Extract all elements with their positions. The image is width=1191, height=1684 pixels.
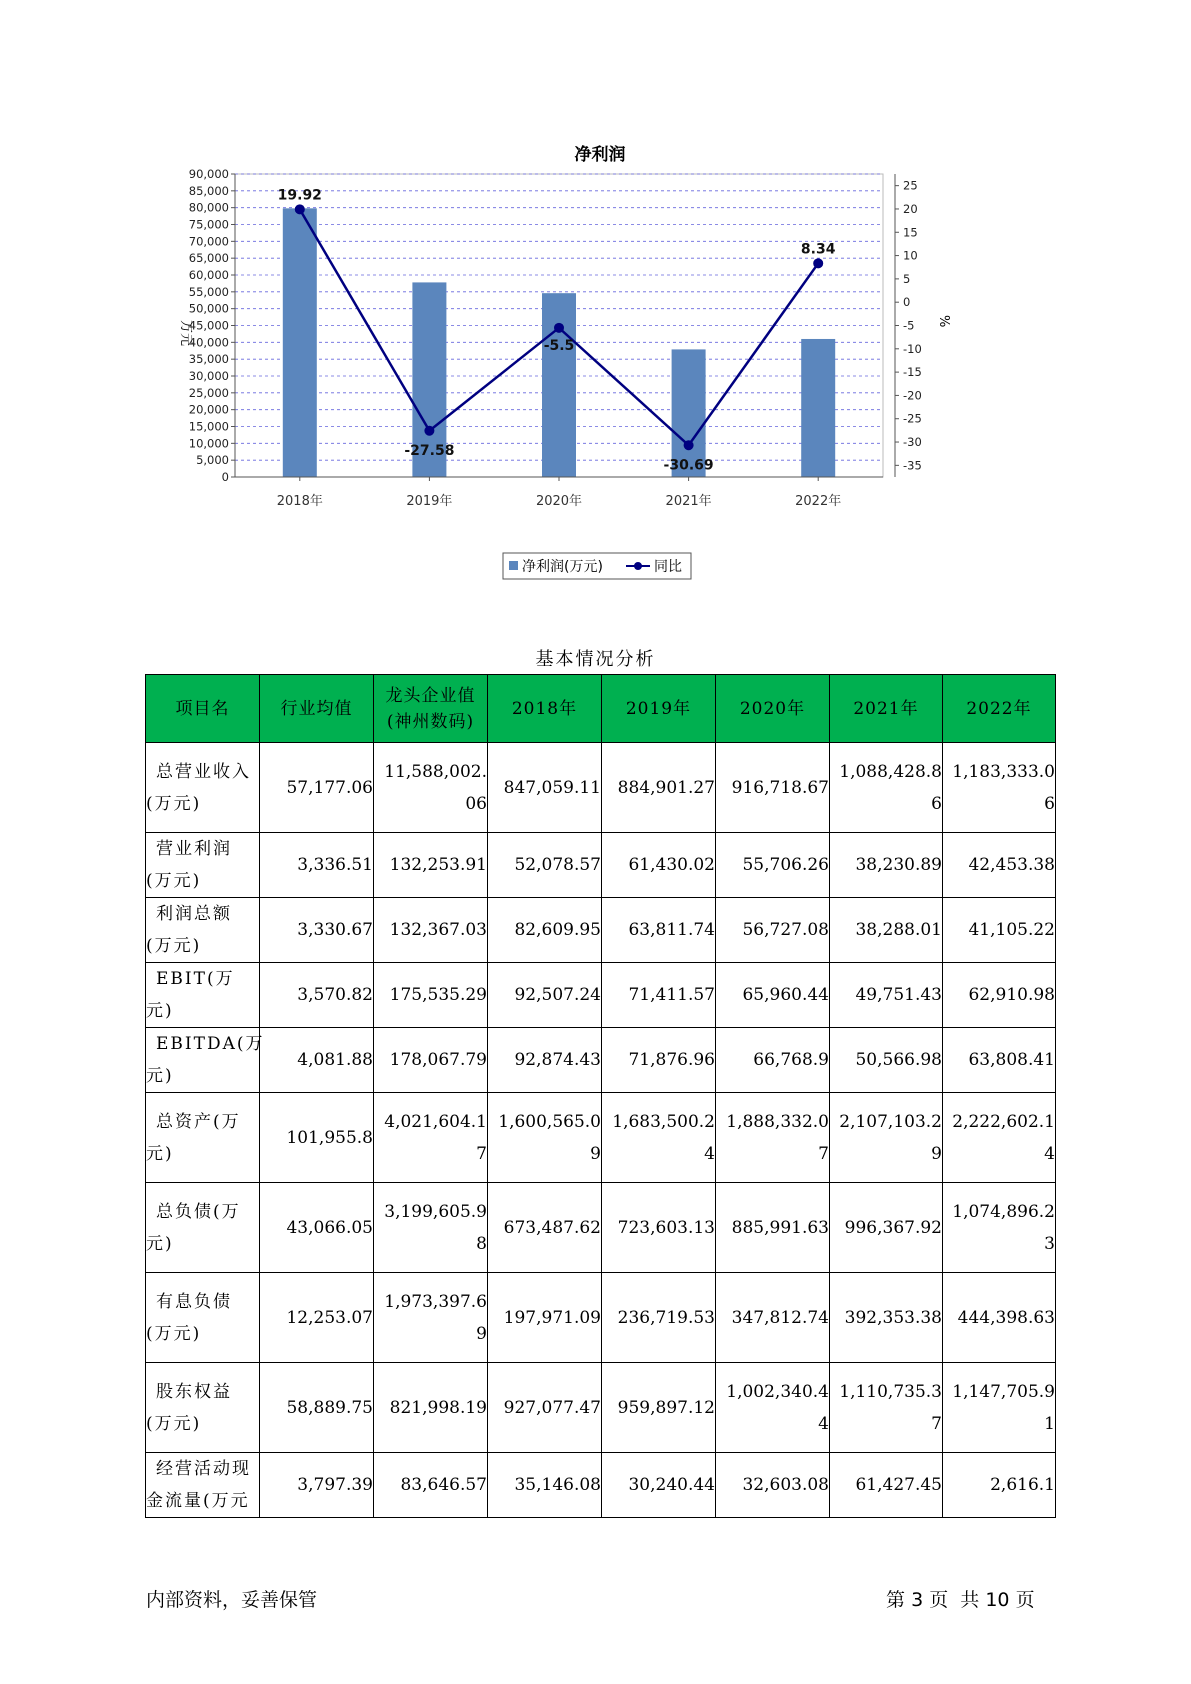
value-cell: 57,177.06 xyxy=(260,743,374,833)
value-cell: 101,955.8 xyxy=(260,1093,374,1183)
x-tick-label: 2022年 xyxy=(795,494,842,509)
yoy-data-label: 19.92 xyxy=(277,187,322,204)
value-cell: 3,336.51 xyxy=(260,833,374,898)
footer-page-info xyxy=(886,1585,1035,1612)
value-cell: 38,288.01 xyxy=(830,898,943,963)
y-left-tick-label: 35,000 xyxy=(188,352,229,367)
value-cell: 71,876.96 xyxy=(602,1028,716,1093)
table-row xyxy=(146,1183,1056,1273)
value-cell: 82,609.95 xyxy=(488,898,602,963)
y-right-axis-label: % xyxy=(936,315,951,328)
table-caption: 基本情况分析 xyxy=(535,649,656,670)
value-cell: 83,646.57 xyxy=(374,1453,488,1518)
table-row xyxy=(146,1028,1056,1093)
y-left-tick-label: 15,000 xyxy=(188,419,229,434)
value-cell: 3,797.39 xyxy=(260,1453,374,1518)
yoy-point xyxy=(813,258,823,268)
value-cell: 61,427.45 xyxy=(830,1453,943,1518)
x-tick-label: 2019年 xyxy=(406,494,453,509)
y-right-tick-label: -10 xyxy=(903,341,922,356)
value-cell: 723,603.13 xyxy=(602,1183,716,1273)
value-cell: 673,487.62 xyxy=(488,1183,602,1273)
header-cell: 项目名 xyxy=(146,675,260,743)
yoy-point xyxy=(684,440,694,450)
table-row xyxy=(146,1093,1056,1183)
y-right-tick-label: 5 xyxy=(903,271,911,286)
y-left-tick-label: 30,000 xyxy=(188,369,229,383)
y-left-tick-label: 5,000 xyxy=(196,453,229,468)
value-cell: 1,002,340.44 xyxy=(716,1363,830,1453)
table-row xyxy=(146,743,1056,833)
value-cell: 1,600,565.09 xyxy=(488,1093,602,1183)
page-suffix: 页 xyxy=(1015,1589,1035,1611)
legend-line-marker xyxy=(634,562,642,570)
value-cell: 1,683,500.24 xyxy=(602,1093,716,1183)
y-left-tick-label: 60,000 xyxy=(188,268,229,282)
value-cell: 66,768.9 xyxy=(716,1028,830,1093)
value-cell: 1,183,333.06 xyxy=(943,743,1056,833)
value-cell: 92,874.43 xyxy=(488,1028,602,1093)
row-label: 总营业收入(万元) xyxy=(146,743,260,833)
value-cell: 2,222,602.14 xyxy=(943,1093,1056,1183)
y-right-tick-label: -25 xyxy=(903,411,922,426)
value-cell: 41,105.22 xyxy=(943,898,1056,963)
y-right-tick-label: -5 xyxy=(903,318,915,333)
header-cell: 行业均值 xyxy=(260,675,374,743)
row-label: 股东权益(万元) xyxy=(146,1363,260,1453)
page-number: 3 xyxy=(911,1589,924,1611)
value-cell: 1,088,428.86 xyxy=(830,743,943,833)
x-tick-label: 2018年 xyxy=(276,494,323,509)
value-cell: 1,147,705.91 xyxy=(943,1363,1056,1453)
value-cell: 132,253.91 xyxy=(374,833,488,898)
yoy-data-label: -30.69 xyxy=(663,457,714,474)
page-prefix: 第 xyxy=(886,1589,906,1611)
y-right-tick-label: 0 xyxy=(903,295,911,310)
y-left-tick-label: 20,000 xyxy=(188,402,229,417)
page-mid: 页 共 xyxy=(929,1589,980,1611)
y-left-tick-label: 80,000 xyxy=(188,200,229,215)
x-tick-label: 2021年 xyxy=(665,494,712,509)
value-cell: 392,353.38 xyxy=(830,1273,943,1363)
header-cell: 龙头企业值(神州数码) xyxy=(374,675,488,743)
value-cell: 1,110,735.37 xyxy=(830,1363,943,1453)
x-tick-label: 2020年 xyxy=(535,494,583,509)
yoy-point xyxy=(554,323,564,333)
row-label: 营业利润(万元) xyxy=(146,833,260,898)
y-left-tick-label: 85,000 xyxy=(188,183,229,198)
y-left-axis-label: 万元 xyxy=(178,320,193,347)
value-cell: 885,991.63 xyxy=(716,1183,830,1273)
value-cell: 1,888,332.07 xyxy=(716,1093,830,1183)
value-cell: 132,367.03 xyxy=(374,898,488,963)
value-cell: 847,059.11 xyxy=(488,743,602,833)
value-cell: 63,811.74 xyxy=(602,898,716,963)
y-left-tick-label: 50,000 xyxy=(188,301,229,316)
value-cell: 178,067.79 xyxy=(374,1028,488,1093)
y-right-tick-label: 25 xyxy=(903,178,918,193)
value-cell: 444,398.63 xyxy=(943,1273,1056,1363)
value-cell: 62,910.98 xyxy=(943,963,1056,1028)
row-label: 利润总额(万元) xyxy=(146,898,260,963)
y-left-tick-label: 25,000 xyxy=(188,385,229,400)
y-right-tick-label: -15 xyxy=(903,365,922,380)
value-cell: 197,971.09 xyxy=(488,1273,602,1363)
value-cell: 916,718.67 xyxy=(716,743,830,833)
value-cell: 35,146.08 xyxy=(488,1453,602,1518)
value-cell: 52,078.57 xyxy=(488,833,602,898)
header-cell: 2022年 xyxy=(943,675,1056,743)
header-cell: 2020年 xyxy=(716,675,830,743)
value-cell: 50,566.98 xyxy=(830,1028,943,1093)
header-cell: 2019年 xyxy=(602,675,716,743)
y-right-tick-label: 20 xyxy=(903,201,918,216)
legend-bar-label: 净利润(万元) xyxy=(522,559,603,575)
row-label: 有息负债(万元) xyxy=(146,1273,260,1363)
value-cell: 92,507.24 xyxy=(488,963,602,1028)
basic-analysis-table xyxy=(145,674,1056,1518)
table-row xyxy=(146,1363,1056,1453)
table-row xyxy=(146,898,1056,963)
row-label: 总负债(万元) xyxy=(146,1183,260,1273)
value-cell: 3,199,605.98 xyxy=(374,1183,488,1273)
page-total: 10 xyxy=(985,1589,1010,1611)
value-cell: 49,751.43 xyxy=(830,963,943,1028)
value-cell: 61,430.02 xyxy=(602,833,716,898)
y-right-tick-label: 15 xyxy=(903,225,918,240)
value-cell: 3,570.82 xyxy=(260,963,374,1028)
y-left-tick-label: 70,000 xyxy=(188,234,229,249)
value-cell: 71,411.57 xyxy=(602,963,716,1028)
legend-bar-swatch xyxy=(509,561,518,570)
value-cell: 42,453.38 xyxy=(943,833,1056,898)
value-cell: 32,603.08 xyxy=(716,1453,830,1518)
yoy-point xyxy=(295,204,305,214)
net-profit-chart xyxy=(170,130,970,600)
y-left-tick-label: 0 xyxy=(221,470,229,484)
bar-2022年 xyxy=(801,339,835,477)
row-label: EBITDA(万元) xyxy=(146,1028,260,1093)
value-cell: 347,812.74 xyxy=(716,1273,830,1363)
y-left-tick-label: 45,000 xyxy=(188,318,229,333)
value-cell: 43,066.05 xyxy=(260,1183,374,1273)
y-right-tick-label: -35 xyxy=(903,458,922,473)
header-cell: 2018年 xyxy=(488,675,602,743)
y-left-tick-label: 65,000 xyxy=(188,251,229,266)
y-left-tick-label: 75,000 xyxy=(188,217,229,232)
yoy-data-label: 8.34 xyxy=(800,241,836,258)
value-cell: 175,535.29 xyxy=(374,963,488,1028)
value-cell: 12,253.07 xyxy=(260,1273,374,1363)
row-label: 总资产(万元) xyxy=(146,1093,260,1183)
y-right-tick-label: -30 xyxy=(903,435,922,450)
value-cell: 1,074,896.23 xyxy=(943,1183,1056,1273)
table-row xyxy=(146,963,1056,1028)
value-cell: 821,998.19 xyxy=(374,1363,488,1453)
table-row xyxy=(146,833,1056,898)
bar-2020年 xyxy=(542,293,576,477)
y-left-tick-label: 40,000 xyxy=(188,335,229,350)
y-left-tick-label: 90,000 xyxy=(188,167,229,181)
table-row xyxy=(146,1453,1056,1518)
value-cell: 884,901.27 xyxy=(602,743,716,833)
value-cell: 1,973,397.69 xyxy=(374,1273,488,1363)
row-label: EBIT(万元) xyxy=(146,963,260,1028)
yoy-point xyxy=(424,426,434,436)
bar-2018年 xyxy=(283,208,317,477)
value-cell: 63,808.41 xyxy=(943,1028,1056,1093)
value-cell: 4,021,604.17 xyxy=(374,1093,488,1183)
value-cell: 55,706.26 xyxy=(716,833,830,898)
value-cell: 2,616.1 xyxy=(943,1453,1056,1518)
y-right-tick-label: -20 xyxy=(903,388,922,403)
row-label: 经营活动现金流量(万元 xyxy=(146,1453,260,1518)
value-cell: 38,230.89 xyxy=(830,833,943,898)
value-cell: 30,240.44 xyxy=(602,1453,716,1518)
value-cell: 959,897.12 xyxy=(602,1363,716,1453)
table-row xyxy=(146,1273,1056,1363)
value-cell: 927,077.47 xyxy=(488,1363,602,1453)
y-right-tick-label: 10 xyxy=(903,248,918,263)
header-cell: 2021年 xyxy=(830,675,943,743)
y-left-tick-label: 10,000 xyxy=(188,436,229,451)
yoy-data-label: -5.5 xyxy=(543,337,575,354)
value-cell: 3,330.67 xyxy=(260,898,374,963)
legend-line-label: 同比 xyxy=(654,559,682,575)
value-cell: 56,727.08 xyxy=(716,898,830,963)
chart-title: 净利润 xyxy=(574,145,626,165)
yoy-data-label: -27.58 xyxy=(404,442,455,459)
y-left-tick-label: 55,000 xyxy=(188,284,229,299)
value-cell: 236,719.53 xyxy=(602,1273,716,1363)
value-cell: 11,588,002.06 xyxy=(374,743,488,833)
chart-legend xyxy=(503,553,691,579)
value-cell: 996,367.92 xyxy=(830,1183,943,1273)
table-header-row xyxy=(146,675,1056,743)
value-cell: 2,107,103.29 xyxy=(830,1093,943,1183)
value-cell: 4,081.88 xyxy=(260,1028,374,1093)
value-cell: 65,960.44 xyxy=(716,963,830,1028)
footer-confidential-note: 内部资料，妥善保管 xyxy=(146,1589,318,1611)
value-cell: 58,889.75 xyxy=(260,1363,374,1453)
